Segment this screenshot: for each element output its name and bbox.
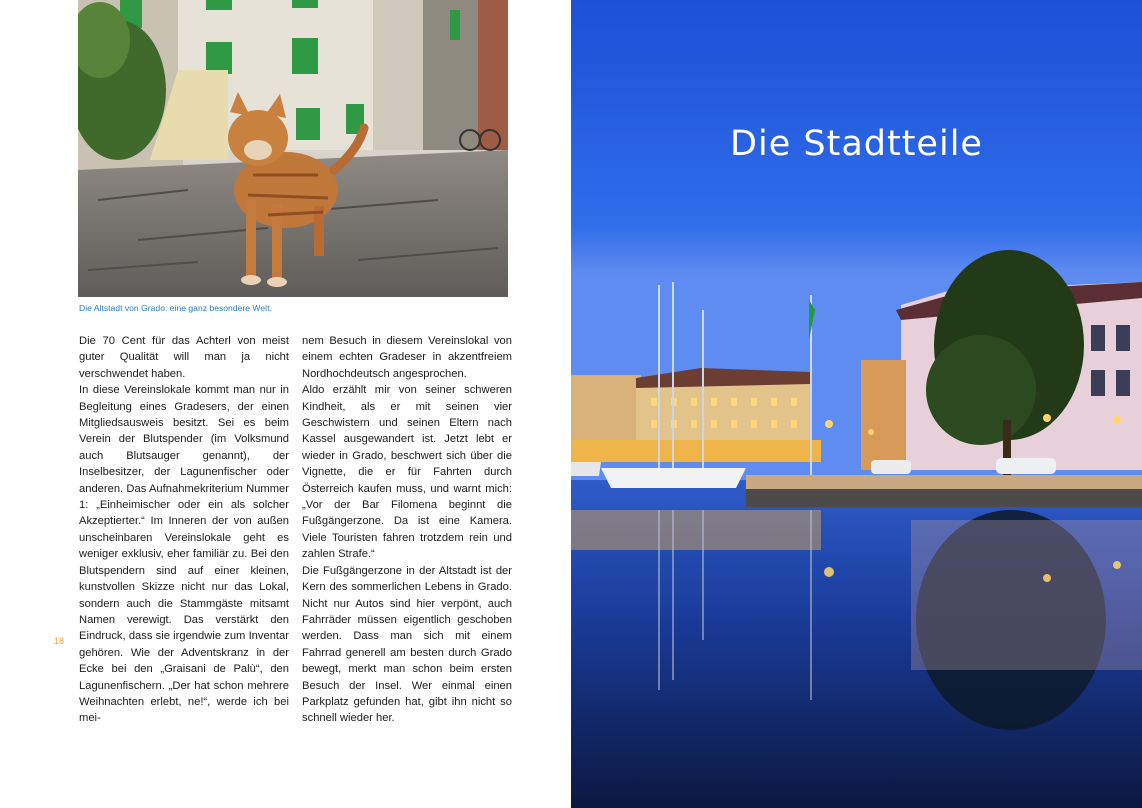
photo-caption: Die Altstadt von Grado: eine ganz besondere Welt. <box>79 303 272 313</box>
paragraph: Die 70 Cent für das Achterl von meist guter Qualität will man ja nicht verschwendet haben. <box>79 335 289 380</box>
text-column-right <box>302 333 512 727</box>
cat-in-old-town-photo <box>78 0 508 297</box>
paragraph: nem Besuch in diesem Vereinslokal von einem echten Gradeser in akzentfreiem Nordhochdeutsch angesprochen. <box>302 335 512 380</box>
left-page <box>0 0 570 808</box>
page-number: 18 <box>54 636 65 646</box>
paragraph: In diese Vereinslokale kommt man nur in Begleitung eines Gradesers, der einen Mitgliedsausweis besitzt. Sei es beim Verein der Blutspender (im Volksmund auch Blutsauger genannt), der Inselbesitzer, der Lagunenfischer oder anderen. Das Aufnahmekriterium Nummer 1: „Einheimischer oder ein als solcher Akzeptierter.“ Im Inneren der von außen unscheinbaren Vereinslokale geht es weniger exklusiv, eher familiär zu. Bei den Blutspendern sind auf einer kleinen, kunstvollen Skizze nicht nur das Lokal, sondern auch die Stammgäste mitsamt Namen verewigt. Das verstärkt den Eindruck, dass sie irgendwie zum Inventar gehören. Wie der Adventskranz in der Ecke bei den „Graisani de Palù“, den Lagunenfischern. „Der hat schon mehrere Weihnachten erlebt, ne!“, werde ich bei mei- <box>79 384 289 725</box>
harbor-at-dusk-photo <box>571 0 1142 808</box>
paragraph: Aldo erzählt mir von seiner schweren Kindheit, als er mit seinen vier Geschwistern und seinen Eltern nach Kassel ausgewandert ist. Jetzt lebt er wieder in Grado, beschwert sich über die Vignette, die er für Fahrten durch Österreich kaufen muss, und warnt mich: „Vor der Bar Filomena beginnt die Fußgängerzone. Da ist eine Kamera. Viele Touristen fahren trotzdem rein und zahlen Strafe.“ <box>302 384 512 561</box>
text-column-left <box>79 333 289 727</box>
right-page <box>571 0 1142 808</box>
paragraph: Die Fußgängerzone in der Altstadt ist der Kern des sommerlichen Lebens in Grado. Nicht nur Autos sind hier verpönt, auch Fahrräder müssen eigentlich geschoben werden. Dass man sich mit einem Fahrrad generell am besten durch Grado bewegt, merkt man schon beim ersten Besuch der Insel. Wer einmal einen Parkplatz gefunden hat, gibt ihn nicht so schnell wieder her. <box>302 564 512 725</box>
chapter-title: Die Stadtteile <box>730 124 983 164</box>
